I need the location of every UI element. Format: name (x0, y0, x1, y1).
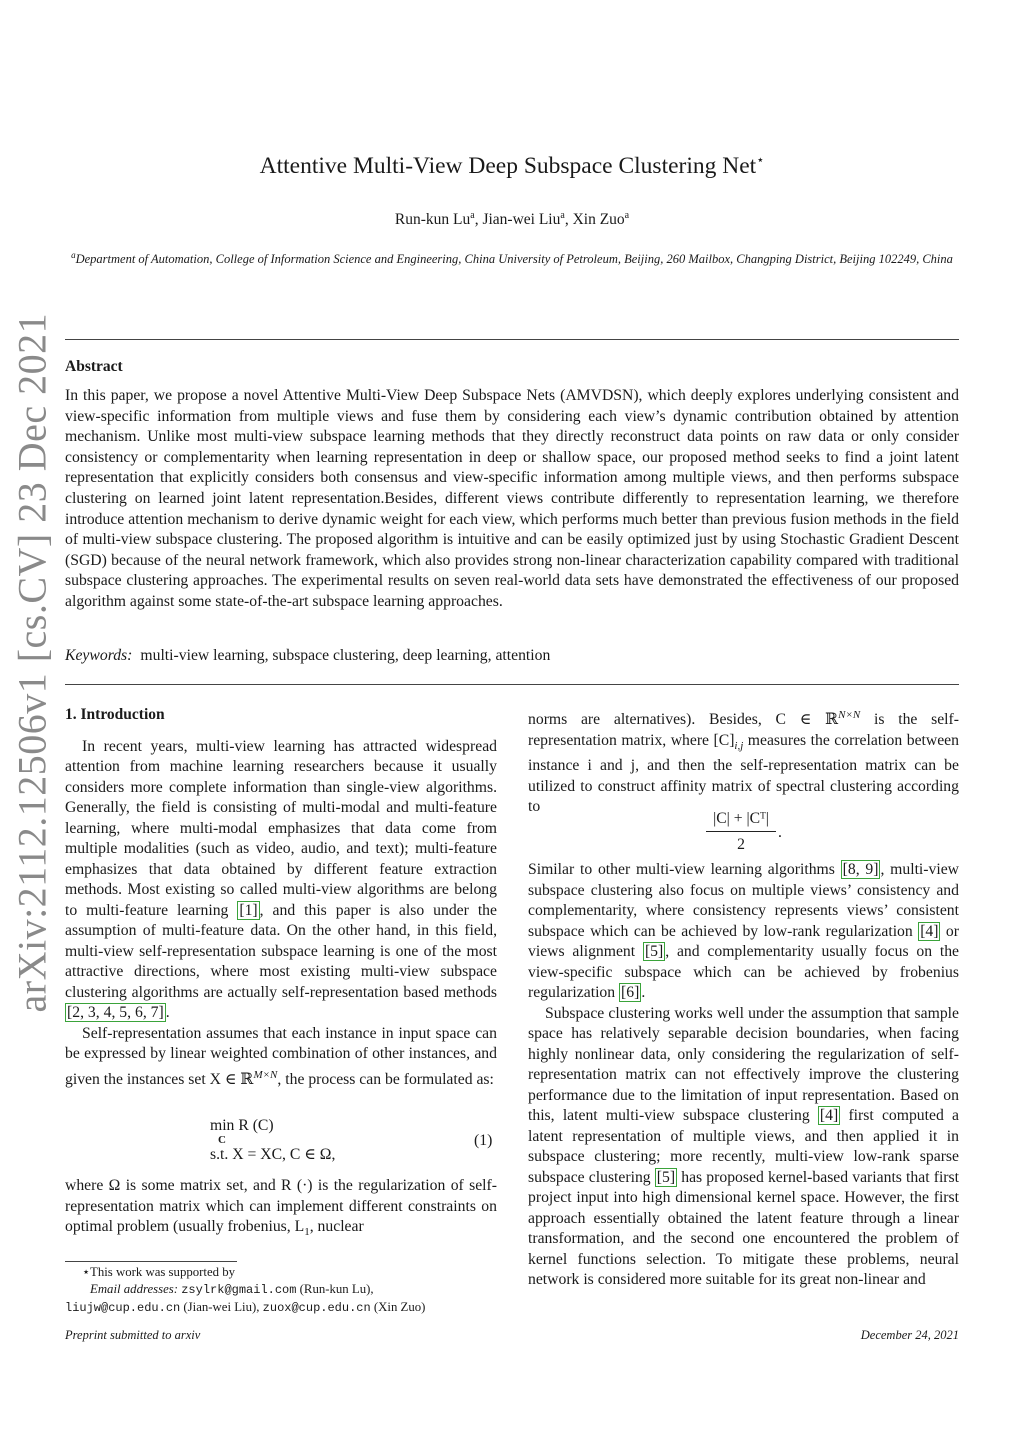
equation-1: min R (C) C s.t. X = XC, C ∈ Ω, (210, 1117, 336, 1163)
intro-paragraph-1: In recent years, multi-view learning has attracted widespread attention from machine learning researchers because it usually considers more complete information than single-view algorithms. Generally, the field is consisting of multi-modal and multi-feature learning, where multi-modal emphasizes that data come from multiple modalities (such as video, audio, and text); multi-feature emphasizes that data obtained by different feature extraction methods. Most existing so called multi-view algorithms are belong to multi-feature learning [1] , and this paper is also under the assumption of multi-feature data. On the other hand, in this field, multi-view self-representation subspace learning is one of the most attractive directions, where most existing multi-view subspace clustering algorithms are actually self-representation based methods [2, 3, 4, 5, 6, 7] . (65, 737, 497, 1021)
footer-right: December 24, 2021 (860, 1328, 959, 1342)
right-paragraph-2: Similar to other multi-view learning algorithms [8, 9] , multi-view subspace clustering also focus on multiple views’ consistency and complementarity, where consistency represents views’ consistent subspace which can be achieved by low-rank regularization [4] or views alignment [5] , and complementarity usually focus on the view-specific subspace which can be achieved by frobenius regularization [6] . (528, 861, 960, 1001)
right-column (528, 705, 959, 818)
section-heading: 1. Introduction (65, 706, 165, 723)
right-column-cont (528, 860, 959, 1291)
fraction-period: . (778, 824, 782, 841)
affinity-fraction: $\frac{\text{|C| + |Cᵀ|}}{2}$ (706, 810, 776, 854)
top-rule (65, 339, 959, 340)
citation-link[interactable]: [8, 9] (842, 861, 879, 878)
author-list: Run-kun Lu$^a$, Jian-wei Liu$^a$, Xin Zuo$^a$ (394, 210, 630, 229)
citation-link[interactable]: [5] (644, 943, 664, 960)
footnotes: ⋆This work was supported by Email addresses: zsylrk@gmail.com (Run-kun Lu), liujw@cup.edu.cn (Jian-wei Liu), zuox@cup.edu.cn (Xin Zuo) (65, 1265, 426, 1315)
footer-left: Preprint submitted to arxiv (65, 1328, 201, 1342)
paper-title: Attentive Multi-View Deep Subspace Clustering Net⋆ (259, 152, 765, 179)
email-link[interactable]: zsylrk@gmail.com (181, 1283, 297, 1297)
right-paragraph-3: Subspace clustering works well under the assumption that sample space has relatively separable decision boundaries, when facing highly nonlinear data, only considering the regularization of self-representation matrix can not effectively improve the clustering performance due to the limitation of input representation. Based on this, latent multi-view subspace clustering [4] first computed a latent representation of multiple views, and then applied it in subspace clustering; more recently, multi-view low-rank sparse subspace clustering [5] has proposed kernel-based variants that first project input into high dimensional kernel space. However, the first approach essentially obtained the latent feature through a linear transformation, and the second one encountered the problem of kernel functions selection. To mitigate these problems, neural network is considered more suitable for its great non-linear and (528, 1004, 959, 1288)
footnote-rule (65, 1261, 237, 1262)
affiliation: $^a$Department of Automation, College of Information Science and Engineering, China University of Petroleum, Beijing, 260 Mailbox, Changping District, Beijing 102249, China (71, 250, 953, 267)
intro-paragraph-3: where Ω is some matrix set, and R (·) is the regularization of self-representation matrix which can implement different constraints on optimal problem (usually frobenius, $L_1$, nuclear (65, 1177, 497, 1239)
left-column (65, 705, 497, 1090)
keywords-rule (65, 684, 959, 685)
right-paragraph-1: norms are alternatives). Besides, C ∈ ℝ$^{N\times N}$ is the self-representation matrix, where $[C]_{i,j}$ measures the correlation between instance i and j, and then the self-representation matrix can be utilized to construct affinity matrix of spectral clustering according to (528, 709, 959, 816)
abstract-text: In this paper, we propose a novel Attentive Multi-View Deep Subspace Nets (AMVDSN), which deeply explores underlying consistent and view-specific information from multiple views and fuse them by considering each view’s dynamic contribution obtained by attention mechanism. Unlike most multi-view subspace learning methods that they directly reconstruct data points on raw data or only consider consistency or complementarity when learning representation in deep or shallow space, our proposed method seeks to find a joint latent representation that explicitly considers both consensus and view-specific information among multiple views, and then performs subspace clustering on learned joint latent representation.Besides, different views contribute differently to representation learning, we therefore introduce attention mechanism to derive dynamic weight for each view, which performs much better than previous fusion methods in the field of multi-view subspace clustering. The proposed algorithm is intuitive and can be easily optimized just by using Stochastic Gradient Descent (SGD) because of the neural network framework, which also provides strong non-linear characterization capability compared with traditional subspace clustering approaches. The experimental results on seven real-world data sets have demonstrated the effectiveness of our proposed algorithm against some state-of-the-art subspace learning approaches. (65, 387, 959, 610)
intro-paragraph-2: Self-representation assumes that each instance in input space can be expressed by linear weighted combination of other instances, and given the instances set X ∈ ℝ$^{M\times N}$, the process can be formulated as: (65, 1024, 497, 1088)
abstract-heading: Abstract (65, 358, 123, 375)
citation-link[interactable]: [2, 3, 4, 5, 6, 7] (67, 1004, 164, 1021)
citation-link[interactable]: [4] (819, 1107, 839, 1124)
email-link[interactable]: zuox@cup.edu.cn (262, 1301, 371, 1315)
left-column-cont (65, 1176, 497, 1243)
citation-link[interactable]: [5] (656, 1168, 676, 1186)
citation-link[interactable]: [1] (239, 901, 258, 919)
citation-link[interactable]: [6] (621, 984, 640, 1001)
email-link[interactable]: liujw@cup.edu.cn (65, 1301, 181, 1315)
citation-link[interactable]: [4] (920, 922, 939, 940)
equation-number: (1) (474, 1132, 493, 1149)
arxiv-watermark: arXiv:2112.12506v1 [cs.CV] 23 Dec 2021 (9, 312, 55, 1013)
keywords: Keywords: multi-view learning, subspace clustering, deep learning, attention (65, 647, 551, 664)
